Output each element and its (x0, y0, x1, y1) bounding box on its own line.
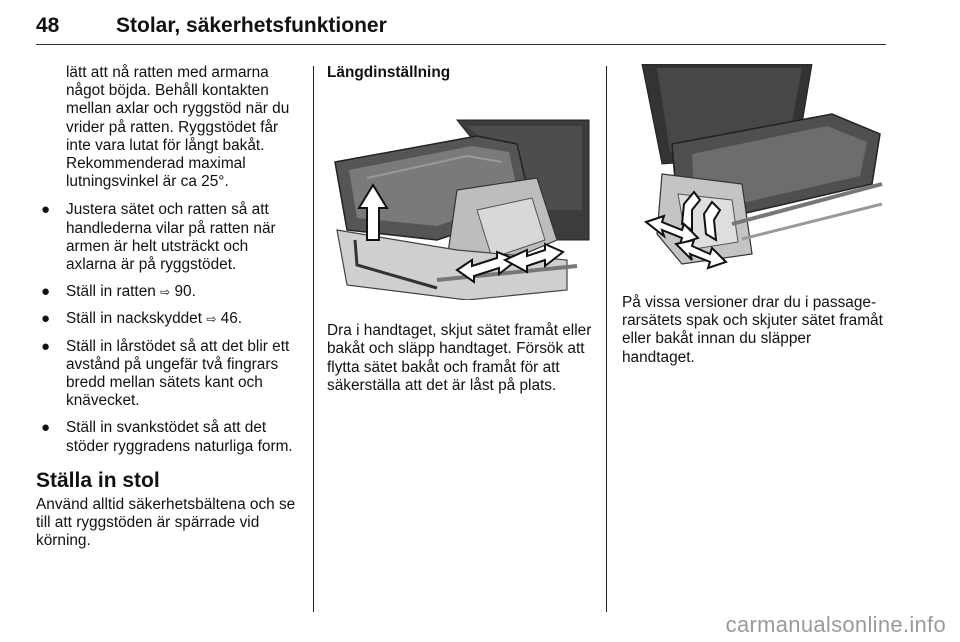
page-ref-link[interactable]: 90. (174, 283, 196, 301)
page-ref-arrow-icon: ⇨ (206, 312, 217, 327)
bullet-icon: ● (41, 283, 51, 301)
figure-caption: Dra i handtaget, skjut sätet framåt eller bakåt och släpp handtaget. Försök att flytta sätet bakåt och framåt för att säkerställa att det är låst på plats. (327, 322, 592, 394)
list-item (36, 310, 302, 328)
list-item-text: Ställ in nackskyddet (66, 310, 203, 328)
list-item-text: Justera sätet och ratten så att handlederna vilar på ratten när armen är helt utsträckt och axlarna är på ryggstödet. (66, 201, 276, 274)
page-ref-arrow-icon: ⇨ (160, 285, 171, 300)
figure-heading: Längdinställning (327, 64, 451, 81)
subsection-heading: Ställa in stol (36, 468, 160, 492)
list-item (36, 338, 302, 411)
list-item-text: Ställ in lårstödet så att det blir ett avstånd på ungefär två fingrars bredd mellan sätets kant och knävecket. (66, 337, 290, 410)
column-right (622, 64, 888, 377)
column-middle (327, 64, 595, 405)
list-item (36, 419, 302, 455)
section-title: Stolar, säkerhetsfunktioner (116, 14, 387, 37)
list-item (36, 201, 302, 274)
page-number: 48 (36, 14, 60, 37)
column-divider (313, 66, 314, 612)
column-left (36, 64, 302, 561)
bullet-icon: ● (41, 310, 51, 328)
page-header (36, 14, 886, 45)
bullet-icon: ● (41, 201, 51, 219)
column-divider (606, 66, 607, 612)
bullet-list (36, 201, 302, 455)
seat-length-adjustment-illustration (327, 90, 591, 300)
continued-paragraph: lätt att nå ratten med armarna något böjda. Behåll kontakten mellan axlar och ryggstöd när du vrider på ratten. Ryggstödet får inte vara lutat för långt bakåt. Rekommenderad maximal lutningsvinkel är ca 25°. (66, 64, 290, 191)
bullet-icon: ● (41, 419, 51, 437)
list-item-text: Ställ in ratten (66, 283, 156, 301)
list-item (36, 283, 302, 301)
page-ref-link[interactable]: 46. (220, 310, 243, 328)
figure-caption: På vissa versioner drar du i passage-rarsätets spak och skjuter sätet framåt eller bakåt innan du släpper handtaget. (622, 294, 883, 366)
list-item-text: Ställ in svankstödet så att det stöder ryggradens naturliga form. (66, 419, 293, 455)
watermark: carmanualsonline.info (725, 612, 946, 637)
body-paragraph: Använd alltid säkerhetsbältena och se till att ryggstöden är spärrade vid körning. (36, 496, 296, 550)
passenger-seat-lever-illustration (622, 64, 886, 276)
bullet-icon: ● (41, 337, 51, 355)
